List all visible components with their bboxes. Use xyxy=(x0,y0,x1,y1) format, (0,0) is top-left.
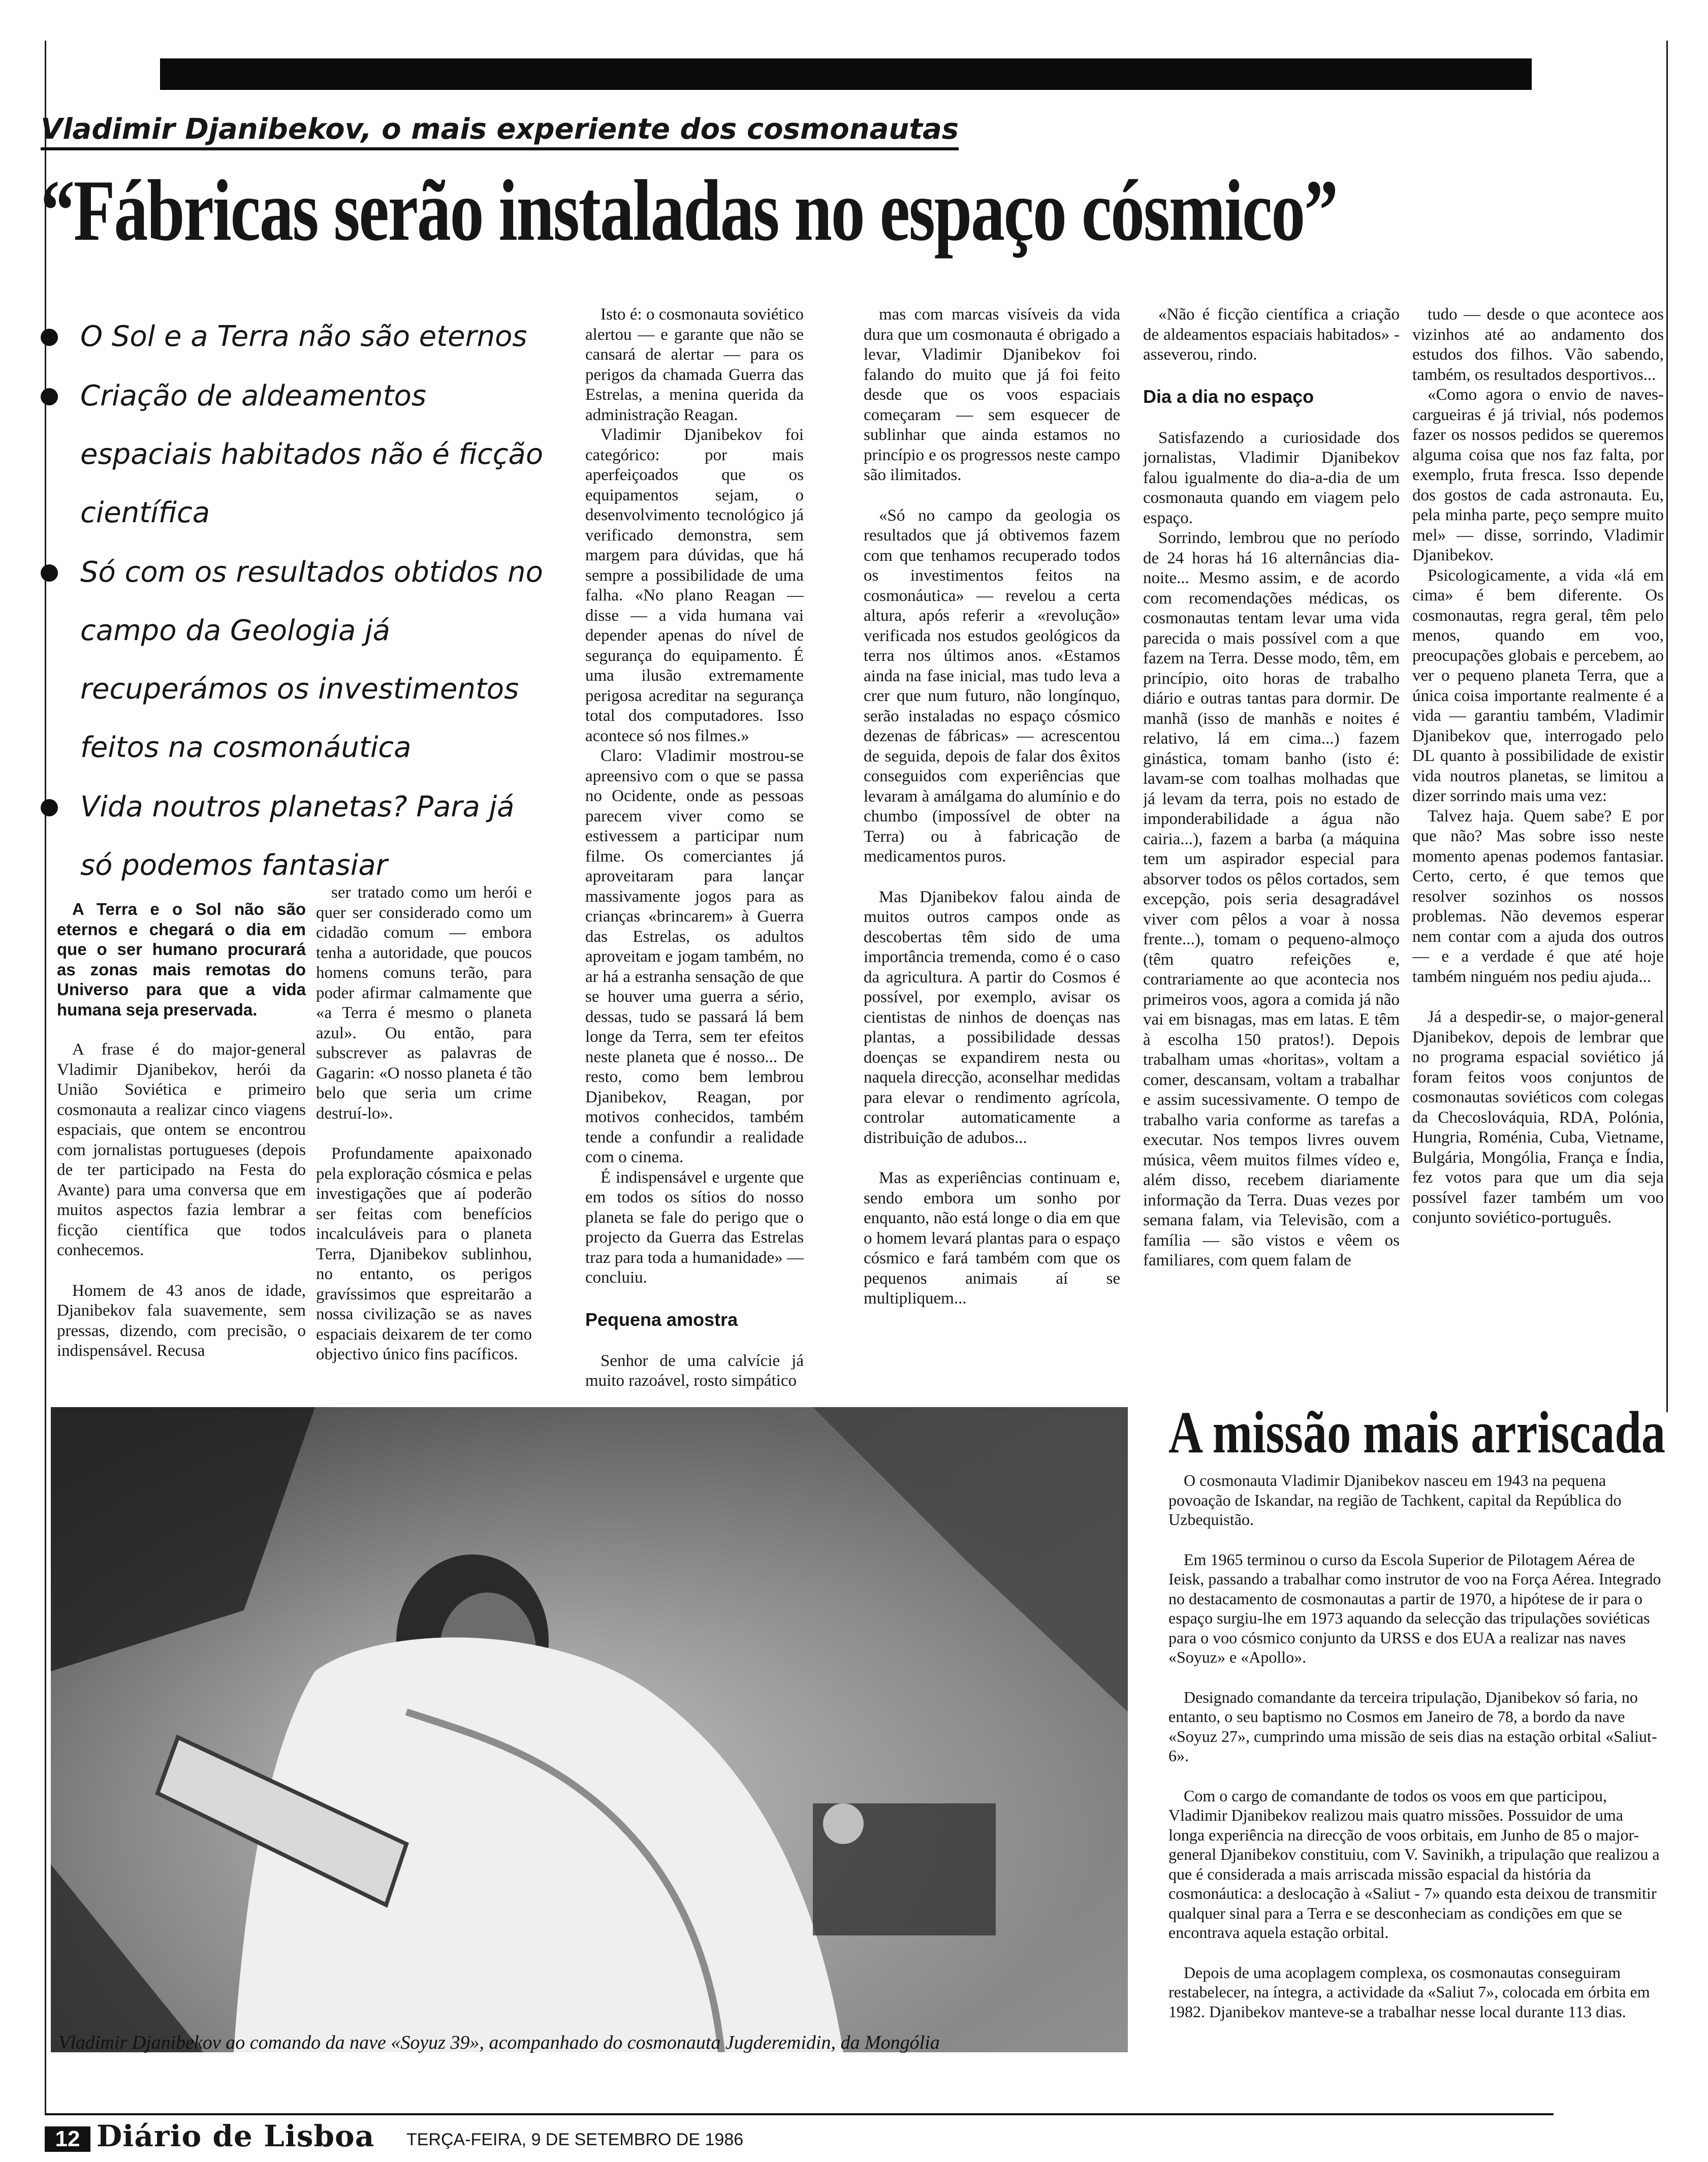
paragraph: A frase é do major-general Vladimir Djanibekov, herói da União Soviética e primeiro cosmonauta a realizar cinco viagens espaciais, que ontem se encontrou com jornalistas portugueses (depois de ter participado na Festa do Avante) para uma conversa que em muitos aspectos fazia lembrar a ficção científica que todos conhecemos. xyxy=(57,1040,306,1259)
cosmonaut-photo xyxy=(51,1407,1128,2052)
sidebar-paragraph: Em 1965 terminou o curso da Escola Superior de Pilotagem Aérea de Ieisk, passando a trabalhar como instrutor de voo na Força Aérea. Integrado no destacamento de cosmonautas a partir de 1970, a hipótese de ir para o espaço surgiu-lhe em 1973 aquando da selecção das tripulações soviéticas para o voo cósmico conjunto da URSS e dos EUA a realizar nas naves «Soyuz» e «Apollo». xyxy=(1168,1550,1661,1666)
kicker: Vladimir Djanibekov, o mais experiente dos cosmonautas xyxy=(41,112,959,150)
paragraph: mas com marcas visíveis da vida dura que um cosmonauta é obrigado a levar, Vladimir Djanibekov foi falando do muito que já foi feito desde que os voos espaciais começaram — sem esquecer de sublinhar que ainda estamos no princípio e os progressos neste campo são ilimitados. xyxy=(864,305,1120,484)
bullet-list xyxy=(41,307,549,896)
paragraph: Homem de 43 anos de idade, Djanibekov fala suavemente, sem pressas, dizendo, com precisão, o indispensável. Recusa xyxy=(57,1281,306,1360)
paragraph: É indispensável e urgente que em todos os sítios do nosso planeta se fale do perigo que o projecto da Guerra das Estrelas traz para toda a humanidade» — concluiu. xyxy=(585,1168,804,1287)
article-column-4 xyxy=(864,305,1120,1392)
paragraph: Mas Djanibekov falou ainda de muitos outros campos onde as descobertas têm sido de uma importância tremenda, como é o caso da agricultura. A partir do Cosmos é possível, por exemplo, avisar os cientistas de ninhos de doenças nas plantas, a possibilidade dessas doenças se expandirem nesta ou naquela direcção, aconselhar medidas para elevar o rendimento agrícola, controlar automaticamente a distribuição de adubos... xyxy=(864,887,1120,1147)
subheading: Pequena amostra xyxy=(585,1309,738,1330)
bullet-dot-icon xyxy=(41,564,58,582)
paragraph: Já a despedir-se, o major-general Djanibekov, depois de lembrar que no programa espacial soviético já foram feitos voos conjuntos de cosmonautas soviéticos com colegas da Checoslováquia, RDA, Polónia, Hungria, Roménia, Cuba, Vietname, Bulgária, Mongólia, França e Índia, fez votos para que um dia seja possível fazer também um voo conjunto soviético-português. xyxy=(1412,1008,1664,1227)
paragraph: ser tratado como um herói e quer ser considerado como um cidadão comum — embora tenha a autoridade, que poucos homens comuns terão, para poder afirmar calmamente que «a Terra é mesmo o planeta azul». Ou então, para subscrever as palavras de Gagarin: «O nosso planeta é tão belo que seria um crime destruí-lo». xyxy=(316,883,532,1123)
paragraph: Profundamente apaixonado pela exploração cósmica e pelas investigações que aí poderão ser feitas com benefícios incalculáveis para o planeta Terra, Djanibekov sublinhou, no entanto, os perigos gravíssimos que espreitarão a nossa civilização se as naves espaciais deixarem de ter como objectivo único fins pacíficos. xyxy=(316,1144,532,1363)
article-column-5 xyxy=(1143,305,1400,1392)
page-number: 12 xyxy=(45,2126,90,2152)
photo-caption: Vladimir Djanibekov ao comando da nave «Soyuz 39», acompanhado do cosmonauta Jugderemidin, da Mongólia xyxy=(58,2032,940,2053)
subheading: Dia a dia no espaço xyxy=(1143,386,1314,407)
bullet-dot-icon xyxy=(41,388,58,405)
issue-date: TERÇA-FEIRA, 9 DE SETEMBRO DE 1986 xyxy=(406,2130,744,2149)
newspaper-name: Diário de Lisboa xyxy=(97,2119,375,2153)
lead-paragraph: A Terra e o Sol não são eternos e chegará o dia em que o ser humano procurará as zonas mais remotas do Universo para que a vida humana seja preservada. xyxy=(57,900,306,1019)
paragraph: Claro: Vladimir mostrou-se apreensivo com o que se passa no Ocidente, onde as pessoas parecem viver como se estivessem a participar num filme. Os comerciantes já aproveitaram para lançar massivamente jogos para as crianças «brincarem» à Guerra das Estrelas, os adultos aproveitam e jogam também, no ar há a estranha sensação de que se houver uma guerra a sério, dessas, tudo se passará lá bem longe da Terra, sem ter efeitos neste planeta que é nosso... De resto, como bem lembrou Djanibekov, Reagan, por motivos conhecidos, também tende a confundir a realidade com o cinema. xyxy=(585,747,804,1166)
paragraph: «Como agora o envio de naves-cargueiras é já trivial, nós podemos fazer os nossos pedidos se queremos alguma coisa que nos faz falta, por exemplo, fruta fresca. Isso depende dos gostos de cada astronauta. Eu, pela minha parte, peço sempre muito mel» — disse, sorrindo, Vladimir Djanibekov. xyxy=(1412,386,1664,564)
bullet-item: O Sol e a Terra não são eternos xyxy=(41,307,549,366)
paragraph: Psicologicamente, a vida «lá em cima» é bem diferente. Os cosmonautas, regra geral, têm pelo menos, quando em voo, preocupações globais e percebem, ao ver o pequeno planeta Terra, que a única coisa importante realmente é a vida — garantiu também, Vladimir Djanibekov que, interrogado pelo DL quanto à possibilidade de existir vida noutros planetas, se limitou a dizer sorrindo mais uma vez: xyxy=(1412,566,1664,805)
photo-illustration xyxy=(51,1407,1128,2052)
paragraph: «Só no campo da geologia os resultados que já obtivemos fazem com que tenhamos recuperado todos os investimentos feitos na cosmonáutica» — revelou a certa altura, após referir a «revolução» verificada nos estudos geológicos da terra nos últimos anos. «Estamos ainda na fase inicial, mas tudo leva a crer que num futuro, não longínquo, serão instaladas no espaço cósmico dezenas de fábricas» — acrescentou de seguida, depois de falar dos êxitos conseguidos com experiências que levaram à amálgama do alumínio e do chumbo (impossível de obter na Terra) ou à fabricação de medicamentos puros. xyxy=(864,506,1120,866)
article-column-1 xyxy=(57,899,306,1392)
paragraph: Mas as experiências continuam e, sendo embora um sonho por enquanto, não está longe o dia em que o homem levará plantas para o espaço cósmico e fará também com que os pequenos animais aí se multipliquem... xyxy=(864,1169,1120,1308)
paragraph: tudo — desde o que acontece aos vizinhos até ao andamento dos estudos dos filhos. Vão sabendo, também, os resultados desportivos... xyxy=(1412,305,1664,384)
paragraph: «Não é ficção científica a criação de aldeamentos espaciais habitados» - asseverou, rindo. xyxy=(1143,305,1400,364)
bullet-dot-icon xyxy=(41,329,58,346)
paragraph: Isto é: o cosmonauta soviético alertou — e garante que não se cansará de alertar — para os perigos da chamada Guerra das Estrelas, a menina querida da administração Reagan. xyxy=(585,305,804,424)
article-column-2 xyxy=(316,883,532,1391)
paragraph: Talvez haja. Quem sabe? E por que não? Mas sobre isso neste momento apenas podemos fantasiar. Certo, certo, é que temos que resolver sozinhos os nossos problemas. Não devemos esperar nem contar com a ajuda dos outros — e a verdade é que até hoje também ninguém nos pediu ajuda... xyxy=(1412,807,1664,986)
bullet-dot-icon xyxy=(41,799,58,816)
sidebar-paragraph: Com o cargo de comandante de todos os voos em que participou, Vladimir Djanibekov realizou mais quatro missões. Possuidor de uma longa experiência na direcção de voos orbitais, em Junho de 85 o major-general Djanibekov constituiu, com V. Savinikh, a tripulação que realizou a que é considerada a mais arriscada missão espacial da história da cosmonáutica: a deslocação à «Saliut - 7» quando esta deixou de transmitir qualquer sinal para a Terra e se desconheciam as condições em que se encontrava aquela estação orbital. xyxy=(1168,1786,1660,1942)
paragraph: Satisfazendo a curiosidade dos jornalistas, Vladimir Djanibekov falou igualmente do dia-a-dia de um cosmonauta quando em viagem pelo espaço. xyxy=(1143,428,1400,527)
bullet-item: Vida noutros planetas? Para já só podemos fantasiar xyxy=(41,778,549,895)
sidebar-title: A missão mais arriscada xyxy=(1168,1399,1666,1466)
sidebar-body xyxy=(1168,1471,1661,2042)
sidebar-paragraph: Designado comandante da terceira tripulação, Djanibekov só faria, no entanto, o seu baptismo no Cosmos em Janeiro de 78, a bordo da nave «Soyuz 27», cumprindo uma missão de seis dias na estação orbital «Saliut-6». xyxy=(1168,1688,1657,1765)
sidebar-paragraph: Depois de uma acoplagem complexa, os cosmonautas conseguiram restabelecer, na íntegra, a actividade da «Saliut 7», colocada em órbita em 1982. Djanibekov manteve-se a trabalhar nesse local durante 113 dias. xyxy=(1168,1963,1650,2021)
paragraph: Sorrindo, lembrou que no período de 24 horas há 16 alternâncias dia-noite... Mesmo assim, e de acordo com recomendações médicas, os cosmonautas tentam levar uma vida parecida o mais possível com a que fazem na Terra. Desse modo, têm, em princípio, oito horas de trabalho diário e outras tantas para dormir. De manhã (isso de manhãs e noites é relativo, lá em cima...) fazem ginástica, tomam banho (isto é: lavam-se com toalhas molhadas que já levam da terra, pois no estado de imponderabilidade a água não cairia...), fazem a barba (a máquina tem um aspirador especial para absorver todos os pêlos cortados, sem excepção, pois seria desagradável viver com pêlos a voar à nossa frente...), tomam o pequeno-almoço (têm quatro refeições e, contrariamente ao que acontecia nos primeiros voos, agora a comida já não vai em bisnagas, mas em latas. E têm à escolha 150 pratos!). Depois trabalham umas «horitas», voltam a comer, descansam, voltam a trabalhar e assim sucessivamente. O tempo de trabalho varia conforme as tarefas a executar. Nos tempos livres ouvem música, vêem muitos filmes vídeo e, além disso, recebem diariamente informação da Terra. Duas vezes por semana falam, via Televisão, com a família — são vistos e vêem os familiares, com quem falam de xyxy=(1143,529,1400,1269)
article-column-3 xyxy=(585,305,804,1392)
article-column-6 xyxy=(1412,305,1664,1392)
paragraph: Senhor de uma calvície já muito razoável, rosto simpático xyxy=(585,1351,804,1390)
header-black-bar xyxy=(160,58,1532,90)
bullet-item: Só com os resultados obtidos no campo da Geologia já recuperámos os investimentos feitos na cosmonáutica xyxy=(41,543,549,777)
bullet-item: Criação de aldeamentos espaciais habitados não é ficção científica xyxy=(41,367,549,542)
page-frame-right xyxy=(1666,41,1668,1412)
headline: “Fábricas serão instaladas no espaço cósmico” xyxy=(41,163,1337,259)
footer-rule xyxy=(45,2113,1554,2115)
sidebar-paragraph: O cosmonauta Vladimir Djanibekov nasceu em 1943 na pequena povoação de Iskandar, na região de Tachkent, capital da República do Uzbequistão. xyxy=(1168,1471,1622,1529)
paragraph: Vladimir Djanibekov foi categórico: por mais aperfeiçoados que os equipamentos sejam, o desenvolvimento tecnológico já verificado demonstra, sem margem para dúvidas, que há sempre a possibilidade de uma falha. «No plano Reagan — disse — a vida humana vai depender apenas do nível de segurança do equipamento. É uma ilusão extremamente perigosa acreditar na segurança total dos computadores. Isso acontece só nos filmes.» xyxy=(585,426,804,745)
